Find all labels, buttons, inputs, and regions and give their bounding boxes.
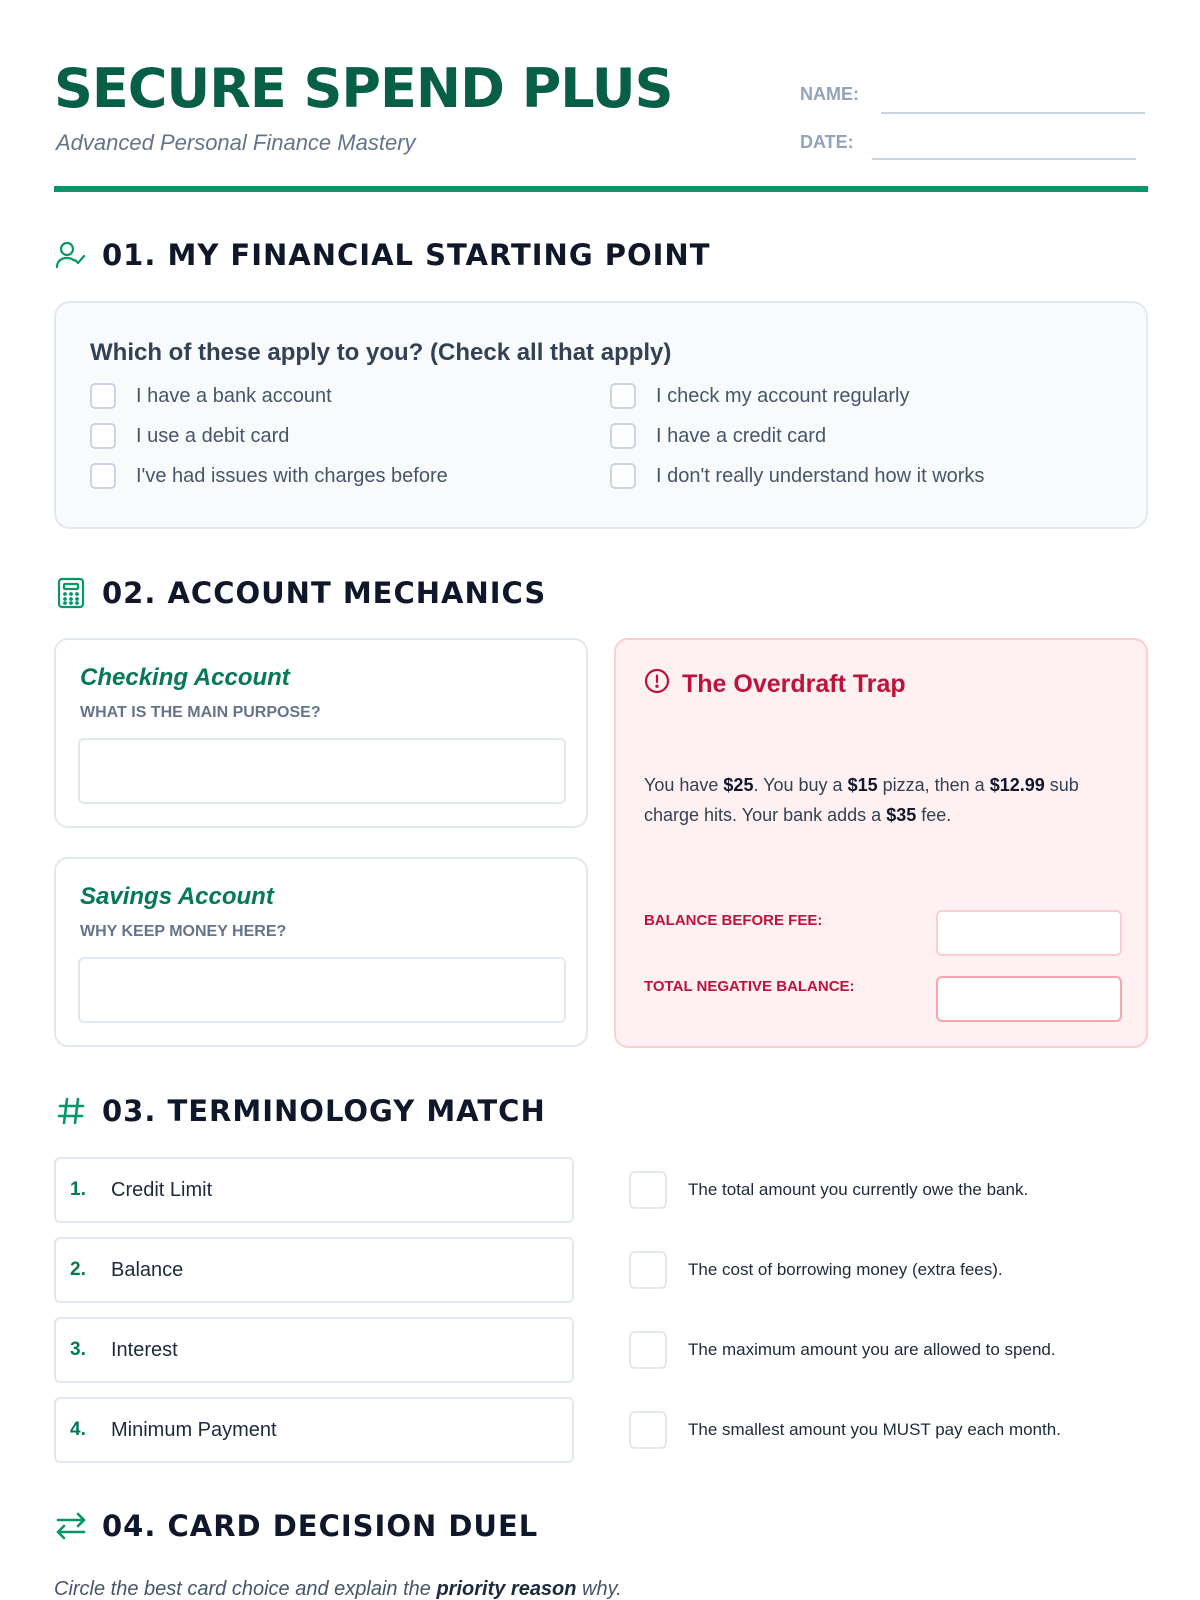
- savings-account-card: [54, 857, 588, 1047]
- term-number: 2.: [70, 1259, 86, 1280]
- checkbox[interactable]: [610, 423, 636, 449]
- checking-title: Checking Account: [80, 664, 290, 691]
- definition-row: [629, 1251, 1003, 1289]
- total-negative-balance-field[interactable]: [936, 976, 1122, 1022]
- swap-arrows-icon: [54, 1509, 88, 1543]
- page-title: SECURE SPEND PLUS: [54, 57, 673, 120]
- term-row: [54, 1237, 574, 1303]
- section-3-heading: [54, 1094, 546, 1128]
- user-check-icon: [54, 238, 88, 272]
- overdraft-trap-card: [614, 638, 1148, 1048]
- match-answer-box[interactable]: [629, 1251, 667, 1289]
- section-3-title: 03. TERMINOLOGY MATCH: [102, 1094, 546, 1128]
- balance-before-fee-label: BALANCE BEFORE FEE:: [644, 912, 823, 929]
- section-2-heading: [54, 576, 546, 610]
- definition-text: The total amount you currently owe the bank.: [688, 1180, 1029, 1199]
- card-duel-instructions: Circle the best card choice and explain the priority reason why.: [54, 1578, 622, 1600]
- section-4-title: 04. CARD DECISION DUEL: [102, 1509, 539, 1543]
- term-name: Credit Limit: [111, 1178, 213, 1201]
- date-field[interactable]: [872, 158, 1136, 160]
- hash-icon: [54, 1094, 88, 1128]
- definition-text: The maximum amount you are allowed to spend.: [688, 1340, 1056, 1359]
- page-subtitle: Advanced Personal Finance Mastery: [56, 130, 416, 155]
- option-dont-understand[interactable]: [610, 463, 984, 489]
- checkbox[interactable]: [90, 463, 116, 489]
- savings-title: Savings Account: [80, 883, 274, 910]
- name-field[interactable]: [881, 112, 1145, 114]
- option-label: I don't really understand how it works: [656, 464, 985, 487]
- term-row: [54, 1157, 574, 1223]
- term-number: 3.: [70, 1339, 86, 1360]
- overdraft-scenario: You have $25. You buy a $15 pizza, then a $12.99 sub charge hits. Your bank adds a $35 fee.: [644, 775, 1079, 825]
- term-row: [54, 1397, 574, 1463]
- option-label: I have a bank account: [136, 384, 332, 407]
- option-label: I check my account regularly: [656, 384, 910, 407]
- balance-before-fee-field[interactable]: [936, 910, 1122, 956]
- savings-prompt: WHY KEEP MONEY HERE?: [80, 923, 287, 940]
- header-divider: [54, 186, 1148, 192]
- term-number: 4.: [70, 1419, 86, 1440]
- worksheet-header: [54, 54, 1148, 194]
- overdraft-trap-heading: [644, 668, 906, 701]
- term-name: Balance: [111, 1258, 184, 1281]
- definition-row: [629, 1331, 1056, 1369]
- option-label: I have a credit card: [656, 424, 827, 447]
- total-negative-balance-label: TOTAL NEGATIVE BALANCE:: [644, 978, 855, 995]
- checkbox[interactable]: [610, 463, 636, 489]
- checking-prompt: WHAT IS THE MAIN PURPOSE?: [80, 704, 321, 721]
- option-credit-card[interactable]: [610, 423, 826, 449]
- option-debit-card[interactable]: [90, 423, 289, 449]
- option-check-regularly[interactable]: [610, 383, 909, 409]
- checking-answer-field[interactable]: [78, 738, 566, 804]
- definition-text: The cost of borrowing money (extra fees).: [688, 1260, 1003, 1279]
- checkbox[interactable]: [90, 383, 116, 409]
- term-number: 1.: [70, 1179, 86, 1200]
- option-label: I use a debit card: [136, 424, 290, 447]
- date-label: DATE:: [800, 132, 854, 152]
- definition-row: [629, 1411, 1061, 1449]
- checking-account-card: [54, 638, 588, 828]
- savings-answer-field[interactable]: [78, 957, 566, 1023]
- calculator-icon: [54, 576, 88, 610]
- name-label: NAME:: [800, 84, 859, 104]
- overdraft-trap-title: The Overdraft Trap: [682, 670, 906, 698]
- term-name: Minimum Payment: [111, 1418, 277, 1441]
- section-4-heading: [54, 1509, 538, 1543]
- section-1-heading: [54, 238, 710, 272]
- starting-point-panel: [54, 301, 1148, 529]
- match-answer-box[interactable]: [629, 1411, 667, 1449]
- match-answer-box[interactable]: [629, 1331, 667, 1369]
- definition-text: The smallest amount you MUST pay each month.: [688, 1420, 1061, 1439]
- term-row: [54, 1317, 574, 1383]
- alert-circle-icon: [644, 668, 670, 701]
- option-charge-issues[interactable]: [90, 463, 448, 489]
- definition-row: [629, 1171, 1028, 1209]
- checkbox[interactable]: [610, 383, 636, 409]
- section-2-title: 02. ACCOUNT MECHANICS: [102, 576, 547, 610]
- term-name: Interest: [111, 1338, 178, 1361]
- checkbox[interactable]: [90, 423, 116, 449]
- section-1-title: 01. MY FINANCIAL STARTING POINT: [102, 238, 711, 272]
- option-label: I've had issues with charges before: [136, 464, 448, 487]
- match-answer-box[interactable]: [629, 1171, 667, 1209]
- option-bank-account[interactable]: [90, 383, 332, 409]
- checklist-question: Which of these apply to you? (Check all that apply): [90, 339, 672, 366]
